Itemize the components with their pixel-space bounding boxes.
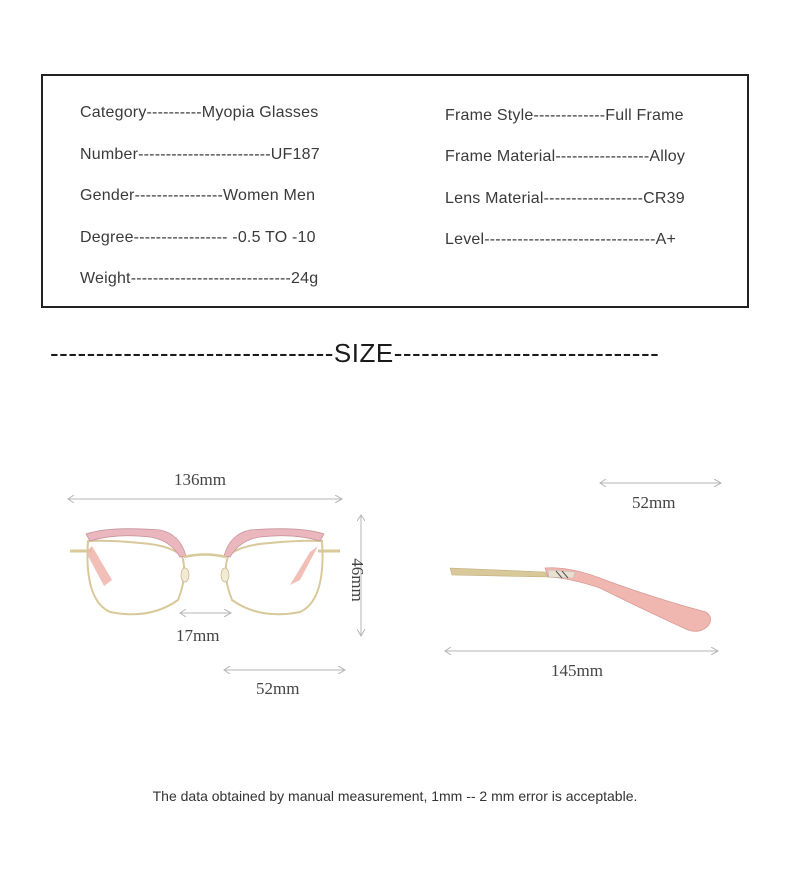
spec-frame-style: Frame Style-------------Full Frame: [445, 107, 684, 124]
spec-level: Level-------------------------------A+: [445, 231, 677, 248]
size-heading: -------------------------------SIZE-----------------------------: [50, 338, 660, 368]
glasses-side-view: [450, 568, 711, 632]
dim-total-width: 136mm: [174, 470, 226, 489]
measurement-note: The data obtained by manual measurement, 1mm -- 2 mm error is acceptable.: [152, 788, 638, 804]
glasses-front-view: [70, 529, 340, 615]
spec-lens-material: Lens Material------------------CR39: [445, 190, 685, 207]
spec-category: Category----------Myopia Glasses: [80, 104, 319, 121]
spec-weight: Weight-----------------------------24g: [80, 270, 319, 287]
dim-lens-height: 46mm: [348, 558, 367, 602]
spec-number: Number------------------------UF187: [80, 146, 320, 163]
dim-temple-segment: 52mm: [632, 493, 676, 512]
dim-temple-length: 145mm: [551, 661, 603, 680]
dim-lens-width: 52mm: [256, 679, 300, 698]
dim-bridge: 17mm: [176, 626, 220, 645]
spec-frame-material: Frame Material-----------------Alloy: [445, 148, 686, 165]
spec-gender: Gender----------------Women Men: [80, 187, 316, 204]
spec-degree: Degree----------------- -0.5 TO -10: [80, 229, 316, 246]
